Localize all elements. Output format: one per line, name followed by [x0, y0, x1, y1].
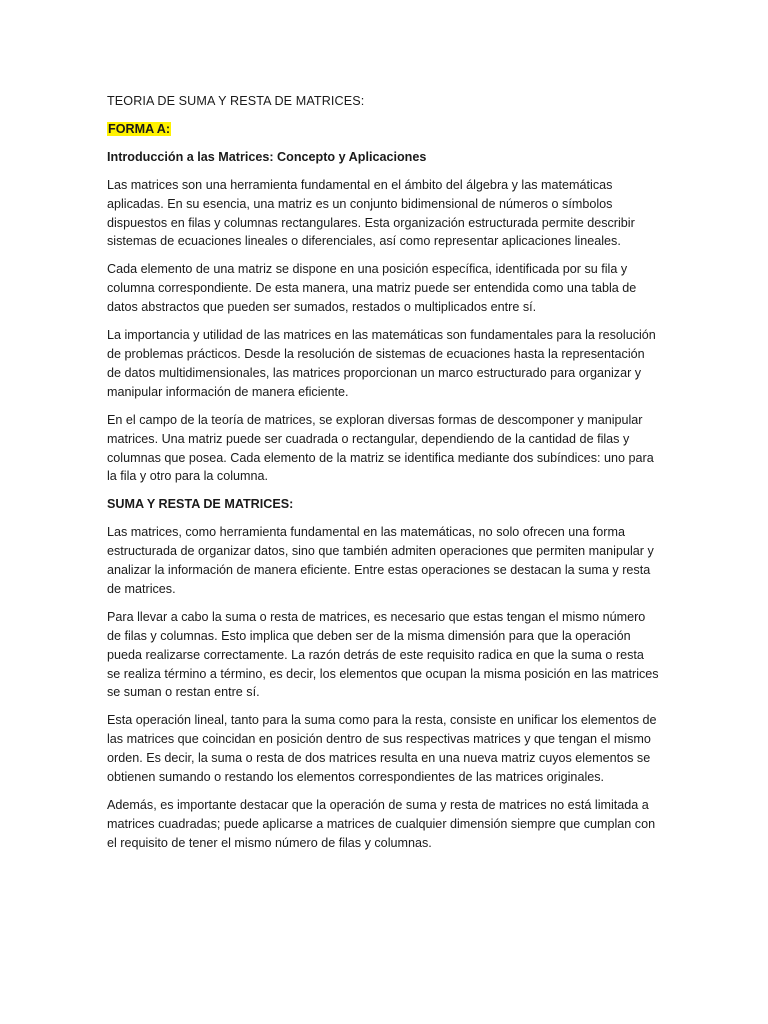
intro-paragraph: En el campo de la teoría de matrices, se exploran diversas formas de descomponer y manipular matrices. Una matriz puede ser cuadrada o rectangular, dependiendo de la cantidad de filas y columnas que posea. Cada elemento de la matriz se identifica mediante dos subíndices: uno para la fila y otro para la columna. — [107, 412, 654, 484]
document-title: TEORIA DE SUMA Y RESTA DE MATRICES: — [107, 94, 365, 108]
intro-heading: Introducción a las Matrices: Concepto y Aplicaciones — [107, 149, 427, 164]
sum-paragraph: Además, es importante destacar que la operación de suma y resta de matrices no está limitada a matrices cuadradas; puede aplicarse a matrices de cualquier dimensión siempre que cumplan con el requisito de tener el mismo número de filas y columnas. — [107, 798, 656, 850]
sum-paragraph: Para llevar a cabo la suma o resta de matrices, es necesario que estas tengan el mismo número de filas y columnas. Esto implica que deben ser de la misma dimensión para que la operación pueda realizarse correctamente. La razón detrás de este requisito radica en que la suma o resta se realiza término a término, es decir, los elementos que ocupan la misma posición en las matrices se suman o restan entre sí. — [107, 609, 659, 700]
form-label — [107, 120, 660, 139]
form-label-highlight: FORMA A: — [108, 121, 171, 136]
sum-paragraph: Esta operación lineal, tanto para la suma como para la resta, consiste en unificar los elementos de las matrices que coincidan en posición dentro de sus respectivas matrices y que tengan el mismo orden. Es decir, la suma o resta de dos matrices resulta en una nueva matriz cuyos elementos se obtienen sumando o restando los elementos correspondientes de las matrices originales. — [107, 713, 657, 785]
intro-paragraph: Cada elemento de una matriz se dispone en una posición específica, identificada por su fila y columna correspondiente. De esta manera, una matriz puede ser entendida como una tabla de datos abstractos que pueden ser sumados, restados o multiplicados entre sí. — [107, 262, 637, 315]
intro-paragraph: La importancia y utilidad de las matrices en las matemáticas son fundamentales para la resolución de problemas prácticos. Desde la resolución de sistemas de ecuaciones hasta la representación de datos multidimensionales, las matrices proporcionan un marco estructurado para organizar y manipular información de manera eficiente. — [107, 328, 656, 399]
sum-heading: SUMA Y RESTA DE MATRICES: — [107, 497, 294, 512]
sum-paragraph: Las matrices, como herramienta fundamental en las matemáticas, no solo ofrecen una forma estructurada de organizar datos, sino que también admiten operaciones que permiten manipular y analizar la información de manera eficiente. Entre estas operaciones se destacan la suma y resta de matrices. — [107, 525, 654, 596]
intro-paragraph: Las matrices son una herramienta fundamental en el ámbito del álgebra y las matemáticas aplicadas. En su esencia, una matriz es un conjunto bidimensional de números o símbolos dispuestos en filas y columnas rectangulares. Esta organización estructurada permite describir sistemas de ecuaciones lineales o diferenciales, así como representar aplicaciones lineales. — [107, 177, 635, 249]
